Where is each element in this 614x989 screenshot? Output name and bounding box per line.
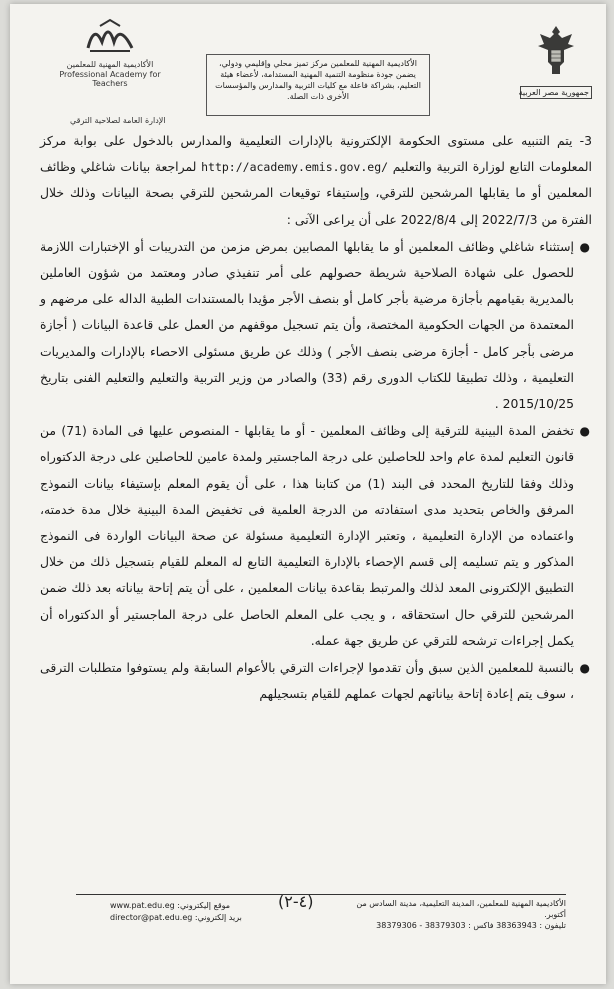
academy-logo-icon	[80, 18, 140, 54]
footer-contact	[110, 900, 242, 924]
department-name: الإدارة العامة لصلاحية الترقي	[70, 116, 166, 125]
bullet-icon: ●	[579, 424, 590, 439]
eagle-emblem-icon	[534, 22, 578, 78]
bullet-text-previous-applicants: بالنسبة للمعلمين الذين سبق وأن تقدموا لإجراءات الترقي بالأعوام السابقة ولم يستوفوا متطلبات الترقى ، سوف يتم إعادة إتاحة بياناتهم لجهات عملهم للقيام بتسجيلهم	[40, 660, 574, 702]
country-name: جمهورية مصر العربية	[520, 86, 592, 99]
address-text: الأكاديمية المهنية للمعلمين، المدينة التعليمية، مدينة السادس من أكتوبر.	[356, 899, 566, 919]
egypt-emblem	[520, 22, 592, 99]
website-link[interactable]: www.pat.edu.eg :موقع إليكتروني	[110, 901, 231, 910]
intro-text-part1: 3- يتم التنبيه على مستوى الحكومة الإلكترونية بالإدارات التعليمية والمدارس بالدخول على بوابة مركز المعلومات التابع لوزارة التربية والتعليم	[40, 133, 592, 175]
bullet-icon: ●	[579, 661, 590, 676]
bullet-text-chronic-illness: إستثناء شاغلي وظائف المعلمين أو ما يقابلها المصابين بمرض مزمن من التدريبات أو الإختبارات اللازمة للحصول على شهادة الصلاحية شريطة حصولهم على أمر تنفيذي صادر ومعتمد من شؤون العاملين بالمديرية بقيامهم بأجازة مرضية بأجر كامل أو بنصف الأجر مؤيدا بالمستندات الطبية الداله على مرضهم و المعتمدة من الجهات الحكومية المختصة، وأن يتم تسجيل موقفهم من العمل على قاعدة البيانات ( أجازة مرضى بأجر كامل - أجازة مرضى بنصف الأجر ) وذلك عن طريق مسئولى الاحصاء بالإدارات والمديريات التعليمية ، وذلك تطبيقا للكتاب الدورى رقم (33) والصادر من وزير التربية والتعليم والتعليم الفنى بتاريخ 2015/10/25 .	[40, 238, 574, 412]
footer-address	[336, 898, 566, 931]
list-item	[40, 234, 592, 417]
letter-body	[40, 128, 592, 708]
intro-paragraph	[40, 128, 592, 233]
academy-logo	[50, 18, 170, 88]
letterhead	[10, 4, 606, 134]
academy-name-arabic: الأكاديمية المهنية للمعلمين	[66, 60, 154, 69]
document-page	[10, 4, 606, 984]
bullet-icon: ●	[579, 239, 590, 254]
list-item	[40, 655, 592, 707]
list-item	[40, 418, 592, 654]
bullet-text-degree-reduction: تخفض المدة البينية للترقية إلى وظائف المعلمين - أو ما يقابلها - المنصوص عليها فى المادة (71) من قانون التعليم لمدة عام واحد للحاصلين على درجة الماجستير ولمدة عامين للحاصلين على درجة الدكتوراه وذلك وفقا للتاريخ المحدد فى البند (1) من كتابنا هذا ، على أن يقوم المعلم بإستيفاء بيانات النموذج المرفق والخاص بتحديد مدى استفادته من الدرجة العلمية فى تخفيض المدة البينية خلال مدة خدمته، واعتماده من الإدارة التعليمية ، وتعتبر الإدارة التعليمية مسئولة عن صحة البيانات الواردة فى النموذج المذكور و يتم تسليمه إلى قسم الإحصاء بالإدارة التعليمية التابع له المعلم للقيام بتسجيل ذلك من خلال التطبيق الإلكترونى المعد لذلك والمرتبط بقاعدة بيانات المعلمين ، على أن يتم إتاحة بياناته بعد ذلك ضمن المرشحين للترقي حال استحقاقه ، و يجب على المعلم الحاصل على درجة الماجستير أو الدكتوراه أن يكمل إجراءات ترشحه للترقي عن طريق جهة عمله.	[40, 423, 574, 648]
academy-name-english: Professional Academy for Teachers	[59, 70, 161, 88]
footer-divider	[76, 894, 566, 895]
intro-text-part2: لمراجعة بيانات شاغلي وظائف المعلمين أو ما يقابلها المرشحين للترقي، وإستيفاء توقيعات المرشحين للترقي بصحة البيانات وذلك خلال الفترة من 2022/7/3 إلى 2022/8/4 على أن يراعى الآتى :	[40, 159, 592, 227]
page-number: (٤-٢)	[278, 892, 314, 911]
mission-statement: الأكاديمية المهنية للمعلمين مركز تميز محلي وإقليمي ودولي، يضمن جودة منظومة التنمية المهنية المستدامة، لأعضاء هيئة التعليم، بشراكة فاعلة مع كليات التربية والمدارس والمؤسسات الأخرى ذات الصلة.	[206, 54, 430, 116]
phone-numbers: تليفون : 38363943 فاكس : 38379303 - 38379306	[376, 921, 566, 930]
emis-portal-link[interactable]: http://academy.emis.gov.eg/	[201, 160, 389, 175]
email-link[interactable]: director@pat.edu.eg :بريد إلكتروني	[110, 913, 242, 922]
